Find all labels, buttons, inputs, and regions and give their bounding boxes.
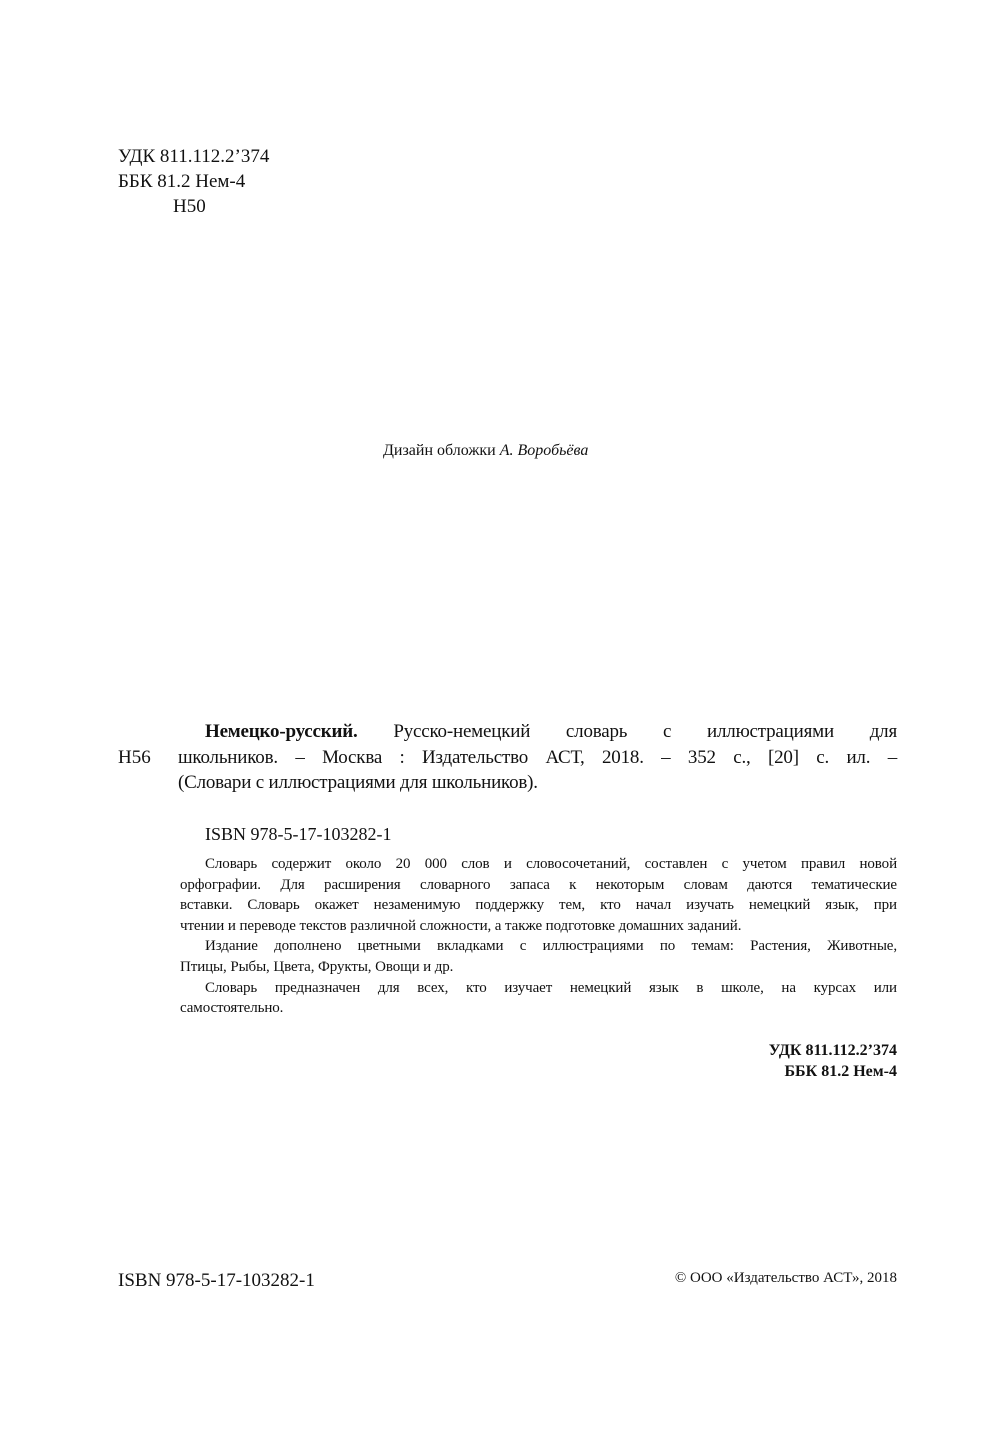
bbk-code-top: ББК 81.2 Нем-4 <box>118 171 246 192</box>
entry-line-1 <box>205 719 897 745</box>
annotation-line: Словарь предназначен для всех, кто изучает немецкий язык в школе, на курсах или <box>205 979 897 996</box>
annotation-line: вставки. Словарь окажет незаменимую поддержку тем, кто начал изучать немецкий язык, при <box>180 897 897 914</box>
annotation-line: Издание дополнено цветными вкладками с иллюстрациями по темам: Растения, Животные, <box>205 938 897 955</box>
catalog-mark: Н56 <box>118 746 151 768</box>
entry-line-2: школьников. – Москва : Издательство АСТ, 2018. – 352 с., [20] с. ил. – <box>178 746 897 768</box>
bibliographic-entry <box>178 719 897 796</box>
copyright: © ООО «Издательство АСТ», 2018 <box>674 1270 897 1286</box>
entry-title: Немецко-русский. <box>205 721 358 742</box>
udk-code-bottom: УДК 811.112.2’374 <box>768 1042 897 1059</box>
cover-designer-name: А. Воробьёва <box>499 442 589 459</box>
author-mark: Н50 <box>173 196 206 217</box>
annotation-line: Словарь содержит около 20 000 слов и словосочетаний, составлен с учетом правил новой <box>205 856 897 872</box>
cover-design-label: Дизайн обложки <box>383 442 496 459</box>
annotation <box>180 854 897 1019</box>
entry-line-1-text: Русско-немецкий словарь с иллюстрациями для <box>393 721 897 742</box>
annotation-line: самостоятельно. <box>180 1000 284 1017</box>
annotation-line: орфографии. Для расширения словарного запаса к некоторым словам даются тематические <box>180 876 897 893</box>
annotation-line: Птицы, Рыбы, Цвета, Фрукты, Овощи и др. <box>180 958 454 975</box>
footer-isbn: ISBN 978-5-17-103282-1 <box>118 1270 315 1291</box>
bbk-code-bottom: ББК 81.2 Нем-4 <box>784 1063 897 1080</box>
isbn-entry: ISBN 978-5-17-103282-1 <box>205 824 392 844</box>
cover-design-credit <box>383 442 588 460</box>
entry-line-3: (Словари с иллюстрациями для школьников). <box>178 772 538 793</box>
annotation-line: чтении и переводе текстов различной сложности, а также подготовке домашних заданий. <box>180 917 742 934</box>
udk-code-top: УДК 811.112.2’374 <box>118 146 270 167</box>
